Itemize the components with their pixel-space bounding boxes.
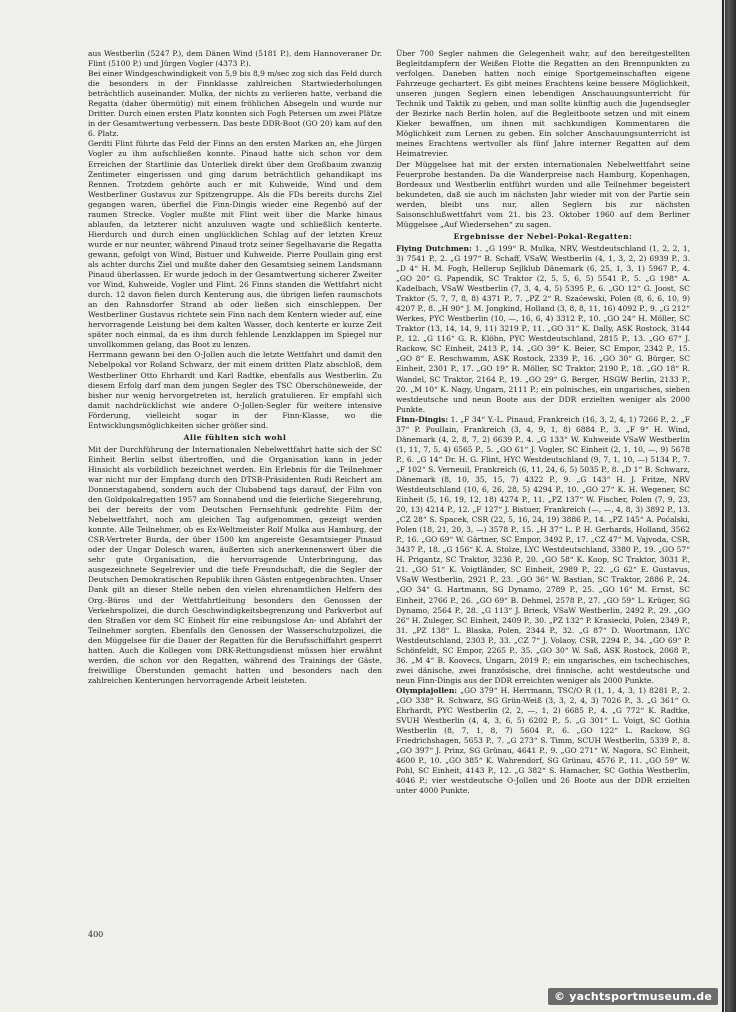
page-edge	[724, 0, 725, 1012]
page-number: 400	[88, 930, 104, 939]
watermark-label: © yachtsportmuseum.de	[548, 988, 718, 1005]
results-heading: Ergebnisse der Nebel-Pokal-Regatten:	[453, 231, 633, 241]
book-gutter	[722, 0, 736, 1012]
right-text-column	[396, 49, 690, 909]
class-label: Finn-Dingis:	[396, 414, 449, 424]
results-finn-dingis	[396, 415, 690, 686]
results-olympiajollen	[396, 686, 690, 797]
results-flying-dutchmen	[396, 244, 690, 415]
paragraph: Gerdti Flint führte das Feld der Finns an den ersten Marken an, ehe Jürgen Vogler zu ihm aufschließen konnte. Pinaud hatte sich schon vor dem Erreichen der Startlinie das Unterliek direkt über dem Großbaum zwanzig Zentimeter eingerissen und ging darum beträchtlich gehandikapt ins Rennen. Trotzdem gehörte auch er mit Kuhweide, Wind und dem Westberliner Gustavus zur Spitzengruppe. Als die FDs bereits durchs Ziel gegangen waren, überfiel die Finn-Dingis wieder eine Regenbö auf der raumen Strecke. Vogler mußte mit Flint weit über die Marke hinaus ablaufen, da letzterer nicht anzuluven wagte und schließlich kenterte. Hierdurch und durch einen unglücklichen Schlag auf der letzten Kreuz wurde er nur neunter, während Pinaud trotz seiner Segelhavarie die Regatta gewann, gefolgt von Wind, Bistuer und Kuhweide. Pierre Poullain ging erst als achter durchs Ziel und mußte daher den Gesamtsieg seinem Landsmann Pinaud überlassen. Er wurde jedoch in der Gesamtwertung sicherer Zweiter vor Wind, Kuhweide, Vogler und Flint. 26 Finns standen die Wettfahrt nicht durch. 12 davon fielen durch Kenterung aus, die übrigen liefen raumschots an den Rahnsdorfer Strand ab oder ließen sich einschleppen. Der Westberliner Gustavus richtete sein Finn nach dem Kentern wieder auf, eine hervorragende Leistung bei dem kalten Wasser, doch kenterte er kurze Zeit später noch einmal, da es ihm durch fehlende Lenzklappen im Spiegel nur unvollkommen gelang, das Boot zu lenzen.	[88, 139, 382, 350]
paragraph: Bei einer Windgeschwindigkeit von 5,9 bis 8,9 m/sec zog sich das Feld durch die besonders in der Finnklasse zahlreichen Startwiederholungen beträchtlich auseinander. Mulka, der nichts zu verlieren hatte, verband die Regatta (daher übermütig) mit einem fröhlichen Absegeln und wurde nur Dritter. Durch einen ersten Platz konnten sich Fogh Petersen um zwei Plätze in der Gesamtwertung verbessern. Das beste DDR-Boot (GO 20) kam auf den 6. Platz.	[88, 69, 382, 139]
results-text: 1. „F 34“ Y.-L. Pinaud, Frankreich (16, 3, 2, 4, 1) 7266 P., 2. „F 37“ P. Poullain, Frankreich (3, 4, 9, 1, 8) 6884 P., 3. „F 9“ H. Wind, Dänemark (4, 2, 8, 7, 2) 6639 P., 4. „G 133“ W. Kuhweide VSaW Westberlin (1, 11, 7, 5, 4) 6565 P., 5. „GO 61“ J. Vogler, SC Einheit (2, 1, 10, —, 9) 5678 P., 6. „G 14“ Dr. H. G. Flint, HYC Westdeutschland (9, 7, 1, 10, —) 5134 P., 7. „F 102“ S. Verneuil, Frankreich (6, 11, 24, 6, 5) 5035 P., 8. „D 1“ B. Schwarz, Dänemark (8, 10, 35, 15, 7) 4322 P., 9. „G 143“ H. J. Fritze, NRV Westdeutschland (10, 6, 26, 28, 5) 4294 P., 10. „GO 27“ K. H. Wegener, SC Einheit (5, 16, 19, 12, 18) 4274 P., 11. „PZ 137“ W. Fischer, Polen (7, 9, 23, 20, 13) 4214 P., 12. „F 127“ J. Bistuer, Frankreich (—, —, 4, 8, 3) 3892 P., 13. „CZ 28“ S. Spacek, CSR (22, 5, 16, 24, 19) 3886 P., 14. „PZ 145“ A. Poćalski, Polen (18, 21, 20, 3, —) 3578 P., 15. „H 37“ L. P. H. Gerhards, Holland, 3562 P., 16. „GO 69“ W. Gärtner, SC Empor, 3492 P., 17. „CZ 47“ M. Vajvoda, CSR, 3437 P., 18. „G 156“ K. A. Stolze, LYC Westdeutschland, 3380 P., 19. „GO 57“ H. Prigantz, SC Traktor, 3236 P., 20. „GO 58“ K. Koop, SC Traktor, 3031 P., 21. „GO 51“ K. Voigtländer, SC Einheit, 2989 P., 22. „G 62“ E. Gustavus, VSaW Westberlin, 2921 P., 23. „GO 36“ W. Bastian, SC Traktor, 2886 P., 24. „GO 34“ G. Hartmann, SG Dynamo, 2789 P., 25. „GO 16“ M. Ernst, SC Einheit, 2766 P., 26. „GO 69“ B. Dehmel, 2578 P., 27. „GO 59“ L. Krüger, SG Dynamo, 2564 P., 28. „G 113“ J. Brieck, VSaW Westberlin, 2492 P., 29. „GO 26“ H. Zuleger, SC Einheit, 2409 P., 30. „PZ 132“ P. Krasiecki, Polen, 2349 P., 31. „PZ 138“ L. Blaska, Polen, 2344 P., 32. „G 87“ D. Woortmann, LYC Westdeutschland, 2303 P., 33. „CZ 7“ J. Volaoy, CSR, 2294 P., 34. „GO 69“ P. Schönfeldt, SC Empor, 2265 P., 35. „GO 30“ W. Saß, ASK Rostock, 2068 P., 36. „M 4“ B. Koovecs, Ungarn, 2019 P.; ein ungarisches, ein tschechisches, zwei dänische, zwei französische, drei finnische, acht westdeutsche und neun Finn-Dingis aus der DDR erreichten weniger als 2000 Punkte.	[396, 414, 690, 685]
section-heading: Alle fühlten sich wohl	[183, 432, 287, 442]
left-text-column	[88, 49, 382, 909]
results-text: „GO 379“ H. Herrmann, TSC/O R (1, 1, 4, 3, 1) 8281 P., 2. „GO 338“ R. Schwarz, SG Grün-Weiß (3, 3, 2, 4, 3) 7026 P., 3. „G 361“ O. Ehrhardt, PYC Westberlin (2, 2, —, 1, 2) 6685 P., 4. „G 772“ K. Radtke, SVUH Westberlin (4, 4, 3, 6, 5) 6202 P., 5. „G 301“ L. Voigt, SC Gothia Westberlin (8, 7, 1, 8, 7) 5604 P., 6. „GO 122“ L. Rackow, SG Friedrichshagen, 5653 P., 7. „G 273“ S. Timm, SCUH Westberlin, 5339 P., 8. „GO 397“ J. Prinz, SG Grünau, 4641 P., 9. „GO 271“ W. Nagora, SC Einheit, 4600 P., 10. „GO 385“ K. Wahrendorf, SG Grünau, 4576 P., 11. „GO 59“ W. Pohl, SC Einheit, 4143 P., 12. „G 382“ S. Hamacher, SC Gothia Westberlin, 4046 P.; vier westdeutsche O-Jollen und 26 Boote aus der DDR erzielten unter 4000 Punkte.	[396, 685, 690, 796]
paragraph: aus Westberlin (5247 P.), dem Dänen Wind (5181 P.), dem Hannoveraner Dr. Flint (5100 P.) und Jürgen Vogler (4373 P.).	[88, 49, 382, 69]
paragraph: Mit der Durchführung der Internationalen Nebelwettfahrt hatte sich der SC Einheit Berlin selbst übertroffen, und die Organisation kann in jeder Hinsicht als vorbildlich bezeichnet werden. Ein Erlebnis für die Teilnehmer war nicht nur der Empfang durch den DTSB-Präsidenten Rudi Reichert am Donnerstagabend, sondern auch der Clubabend tags darauf, der Film von den Goldpokalregatten 1957 am Sonnabend und die feierliche Siegerehrung, bei der bereits der vom Deutschen Fernsehfunk gedrehte Film der Nebelwettfahrt, noch am gleichen Tag aufgenommen, gezeigt werden konnte. Alle Teilnehmer, ob es Ex-Weltmeister Rolf Mulka aus Hamburg, der CSR-Vertreter Burda, der über 1500 km angereiste Gesamtsieger Pinaud oder der Ungar Dolesch waren, äußerten sich anerkennenswert über die sehr gute Organisation, die hervorragende Unterbringung, das ausgezeichnete Segelrevier und die tiefe Freundschaft, die die Segler der Deutschen Demokratischen Republik ihren Gästen entgegenbrachten. Unser Dank gilt an dieser Stelle neben den vielen ehrenamtlichen Helfern des Org.-Büros und der Wettfahrtleitung besonders den Genossen der Verkehrspolizei, die durch Geschwindigkeitsbegrenzung und Parkverbot auf den Straßen vor dem SC Einheit für eine reibungslose An- und Abfahrt der Teilnehmer sorgten. Ebenfalls den Genossen der Wasserschutzpolizei, die den Müggelsee für die Dauer der Regatten für die Berufsschiffahrt gesperrt hatten. Auch die Kollegen vom DRK-Rettungsdienst müssen hier erwähnt werden, die schon vor den Regatten, während des Trainings der Gäste, freiwillige Überstunden gemacht hatten und besonders nach den zahlreichen Kenterungen hervorragende Arbeit leisteten.	[88, 444, 382, 685]
results-text: 1. „G 199“ R. Mulka, NRV, Westdeutschland (1, 2, 2, 1, 3) 7541 P., 2. „G 197“ B. Schaff, VSaW, Westberlin (4, 1, 3, 2, 2) 6939 P., 3. „D 4“ H. M. Fogh, Hellerup Sejlklub Dänemark (6, 25, 1, 3, 1) 5967 P., 4. „GO 20“ G. Papendik, SC Traktor (2, 5, 5, 6, 5) 5541 P., 5. „G 198“ A. Kadelbach, VSaW Westberlin (7, 3, 4, 4, 5) 5395 P., 6. „GO 12“ G. Joost, SC Traktor (5, 7, 7, 8, 8) 4371 P., 7. „PZ 2“ R. Szaćewski, Polen (8, 6, 6, 10, 9) 4207 P., 8. „H 90“ J. M. Jongkind, Holland (3, 8, 8, 11, 16) 4092 P., 9. „G 212“ Werkes, PYC Westberlin (10, —, 16, 6, 4) 3312 P., 10. „GO 24“ H. Möller, SC Traktor (13, 14, 14, 9, 11) 3219 P., 11. „GO 31“ K. Dally, ASK Rostock, 3144 P., 12. „G 116“ G. R. Klöhn, PYC Westdeutschland, 2815 P., 13. „GO 67“ J. Rackow, SC Einheit, 2413 P., 14. „GO 39“ K. Beier, SC Empor, 2342 P., 15. „GO 8“ E. Reschwamm, ASK Rostock, 2339 P., 16. „GO 30“ G. Bürger, SC Einheit, 2301 P., 17. „GO 19“ R. Möller, SC Traktor, 2190 P., 18. „GO 18“ R. Wandel, SC Traktor, 2164 P., 19. „GO 29“ G. Berger, HSGW Berlin, 2133 P., 20. „M 10“ K. Nagy, Ungarn, 2111 P.; ein polnisches, ein ungarisches, sieben westdeutsche und neun Boote aus der DDR erzielten weniger als 2000 Punkte.	[396, 243, 690, 414]
class-label: Olympiajollen:	[396, 685, 458, 695]
paragraph: Herrmann gewann bei den O-Jollen auch die letzte Wettfahrt und damit den Nebelpokal vor Roland Schwarz, der mit einem dritten Platz abschloß, dem Westberliner Otto Ehrhardt und Karl Radtke, ebenfalls aus Westberlin. Zu diesem Erfolg darf man dem jungen Segler des TSC Oberschöneweide, der bisher nur wenig hervorgetreten ist, herzlich gratulieren. Er empfahl sich damit nachdrücklichst wie andere O-Jollen-Segler für weitere intensive Förderung, vielleicht sogar in der Finn-Klasse, wo die Entwicklungsmöglichkeiten sicher größer sind.	[88, 350, 382, 430]
paragraph: Über 700 Segler nahmen die Gelegenheit wahr, auf den bereitgestellten Begleitdampfern der Weißen Flotte die Regatten an den Brennpunkten zu verfolgen. Daneben hatten noch einige Sportgemeinschaften eigene Fahrzeuge gechartert. Es gibt meines Erachtens keine bessere Möglichkeit, unseren jungen Seglern einen lebendigen Anschauungsunterricht für Technik und Taktik zu geben, und man sollte künftig auch die Jugendsegler der Bezirke nach Berlin holen, auf die Begleitboote setzen und mit einem Kieker bewaffnen, um ihnen mit sachkundigen Kommentaren die Möglichkeit zum Lernen zu geben. Ein solcher Anschauungsunterricht ist meines Erachtens wertvoller als fünf Jahre interner Regatten auf dem Heimatrevier.	[396, 49, 690, 159]
class-label: Flying Dutchmen:	[396, 243, 472, 253]
paragraph: Der Müggelsee hat mit der ersten internationalen Nebelwettfahrt seine Feuerprobe bestanden. Da die Wanderpreise nach Hamburg, Kopenhagen, Bordeaux und Westberlin entführt wurden und alle Teilnehmer begeistert bekundeten, daß sie auch im nächsten Jahr wieder mit von der Partie sein werden, bleibt uns nur, allen Seglern bis zur nächsten Saisonschlußwettfahrt vom 21. bis 23. Oktober 1960 auf dem Berliner Müggelsee „Auf Wiedersehen“ zu sagen.	[396, 159, 690, 229]
